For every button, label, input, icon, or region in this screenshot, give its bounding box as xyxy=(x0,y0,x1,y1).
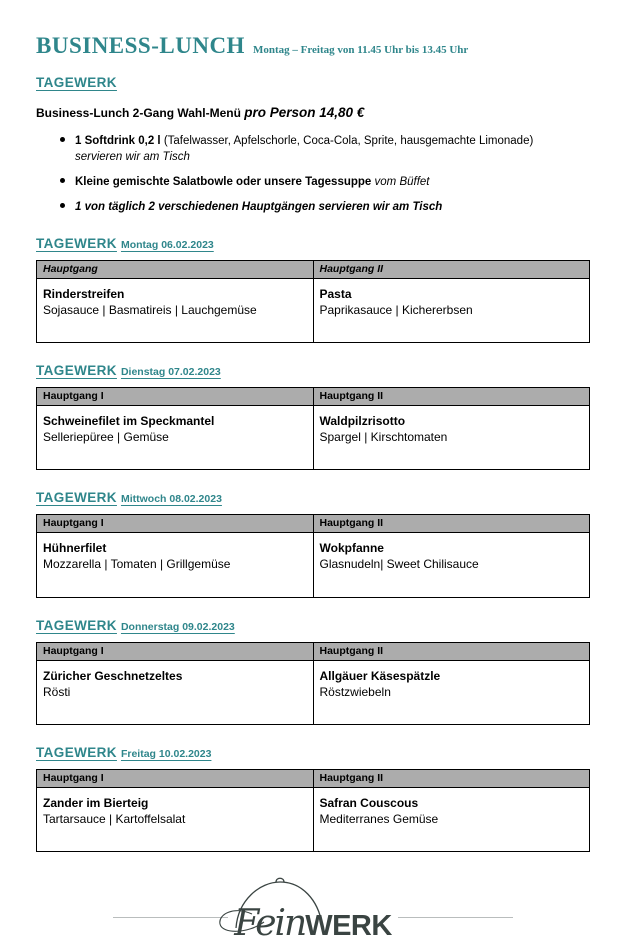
day-heading xyxy=(36,362,590,380)
dish-cell xyxy=(313,405,590,469)
day-heading-brand: TAGEWERK xyxy=(36,617,117,633)
day-heading-brand: TAGEWERK xyxy=(36,235,117,251)
dish-description: Rösti xyxy=(43,684,71,699)
menu-table xyxy=(36,769,590,852)
day-section-dienstag xyxy=(36,362,590,470)
bullet-dot-icon xyxy=(60,203,65,208)
column-header-hauptgang-2: Hauptgang II xyxy=(313,770,590,788)
day-section-freitag xyxy=(36,744,590,852)
included-items-list xyxy=(36,133,590,215)
dish-title: Safran Couscous xyxy=(319,796,419,811)
dish-title: Züricher Geschnetzeltes xyxy=(43,668,183,683)
dish-description: Röstzwiebeln xyxy=(319,684,391,699)
day-heading-date: Mittwoch 08.02.2023 xyxy=(120,493,222,506)
table-row xyxy=(37,660,590,724)
dish-description: Paprikasauce | Kichererbsen xyxy=(319,302,473,317)
dish-cell xyxy=(37,660,314,724)
day-heading xyxy=(36,744,590,762)
dish-description: Mediterranes Gemüse xyxy=(319,812,439,827)
day-heading-date: Donnerstag 09.02.2023 xyxy=(120,620,235,633)
day-section-donnerstag xyxy=(36,617,590,725)
column-header-hauptgang-1: Hauptgang xyxy=(37,260,314,278)
bullet-italic-text: vom Büffet xyxy=(374,176,430,189)
day-section-montag xyxy=(36,235,590,343)
dish-description: Spargel | Kirschtomaten xyxy=(319,430,448,445)
logo-divider-right xyxy=(398,917,513,918)
day-heading xyxy=(36,489,590,507)
logo-divider-left xyxy=(113,917,228,918)
footer-logo-row xyxy=(36,892,590,942)
feinwerk-logo xyxy=(228,903,398,944)
menu-table xyxy=(36,387,590,470)
dish-description: Glasnudeln| Sweet Chilisauce xyxy=(319,557,479,572)
column-header-hauptgang-2: Hauptgang II xyxy=(313,387,590,405)
dish-title: Rinderstreifen xyxy=(43,286,125,301)
dish-description: Selleriepüree | Gemüse xyxy=(43,430,169,445)
dish-title: Schweinefilet im Speckmantel xyxy=(43,413,215,428)
dish-cell xyxy=(313,278,590,342)
day-section-mittwoch xyxy=(36,489,590,597)
intro-price-text: pro Person 14,80 € xyxy=(244,105,365,121)
dish-description: Sojasauce | Basmatireis | Lauchgemüse xyxy=(43,302,257,317)
dish-cell xyxy=(313,788,590,852)
dish-cell xyxy=(37,533,314,597)
column-header-hauptgang-1: Hauptgang I xyxy=(37,515,314,533)
column-header-hauptgang-1: Hauptgang I xyxy=(37,770,314,788)
dish-title: Waldpilzrisotto xyxy=(319,413,406,428)
logo-script-text: Fein xyxy=(234,903,306,944)
list-item xyxy=(36,174,590,190)
dish-cell xyxy=(313,660,590,724)
day-heading-brand: TAGEWERK xyxy=(36,362,117,378)
bullet-bold-italic-text: 1 von täglich 2 verschiedenen Hauptgängen servieren wir am Tisch xyxy=(75,201,443,214)
column-header-hauptgang-2: Hauptgang II xyxy=(313,642,590,660)
bullet-second-line: servieren wir am Tisch xyxy=(75,151,190,164)
list-item xyxy=(36,199,590,215)
column-header-hauptgang-2: Hauptgang II xyxy=(313,260,590,278)
day-heading xyxy=(36,617,590,635)
intro-bold-text: Business-Lunch 2-Gang Wahl-Menü xyxy=(36,106,245,121)
dish-cell xyxy=(37,278,314,342)
day-heading xyxy=(36,235,590,253)
page-subtitle: Montag – Freitag von 11.45 Uhr bis 13.45 Uhr xyxy=(252,44,469,56)
bullet-dot-icon xyxy=(60,178,65,183)
day-heading-brand: TAGEWERK xyxy=(36,745,117,761)
dish-description: Mozzarella | Tomaten | Grillgemüse xyxy=(43,557,231,572)
dish-description: Tartarsauce | Kartoffelsalat xyxy=(43,812,186,827)
dish-title: Wokpfanne xyxy=(319,541,384,556)
bullet-regular-text: (Tafelwasser, Apfelschorle, Coca-Cola, Sprite, hausgemachte Limonade) xyxy=(163,135,534,148)
table-row xyxy=(37,788,590,852)
day-heading-date: Dienstag 07.02.2023 xyxy=(120,365,221,378)
column-header-hauptgang-1: Hauptgang I xyxy=(37,387,314,405)
logo-bold-text: WERK xyxy=(305,910,392,943)
column-header-hauptgang-2: Hauptgang II xyxy=(313,515,590,533)
dish-cell xyxy=(37,788,314,852)
bullet-dot-icon xyxy=(60,137,65,142)
column-header-hauptgang-1: Hauptgang I xyxy=(37,642,314,660)
table-row xyxy=(37,278,590,342)
dish-title: Zander im Bierteig xyxy=(43,796,149,811)
day-heading-brand: TAGEWERK xyxy=(36,490,117,506)
dish-title: Allgäuer Käsespätzle xyxy=(319,668,441,683)
dish-cell xyxy=(313,533,590,597)
dish-title: Hühnerfilet xyxy=(43,541,107,556)
table-row xyxy=(37,405,590,469)
document-header xyxy=(36,34,590,58)
list-item xyxy=(36,133,590,165)
section-heading-tagewerk: TAGEWERK xyxy=(36,75,117,91)
menu-table xyxy=(36,260,590,343)
day-heading-date: Montag 06.02.2023 xyxy=(120,238,214,251)
bullet-bold-text: 1 Softdrink 0,2 l xyxy=(75,135,164,148)
intro-line xyxy=(36,105,590,120)
table-row xyxy=(37,533,590,597)
page-title: BUSINESS-LUNCH xyxy=(36,33,245,58)
menu-table xyxy=(36,514,590,597)
day-heading-date: Freitag 10.02.2023 xyxy=(120,748,212,761)
dish-cell xyxy=(37,405,314,469)
dish-title: Pasta xyxy=(319,286,352,301)
menu-table xyxy=(36,642,590,725)
bullet-bold-text: Kleine gemischte Salatbowle oder unsere Tagessuppe xyxy=(75,176,375,189)
